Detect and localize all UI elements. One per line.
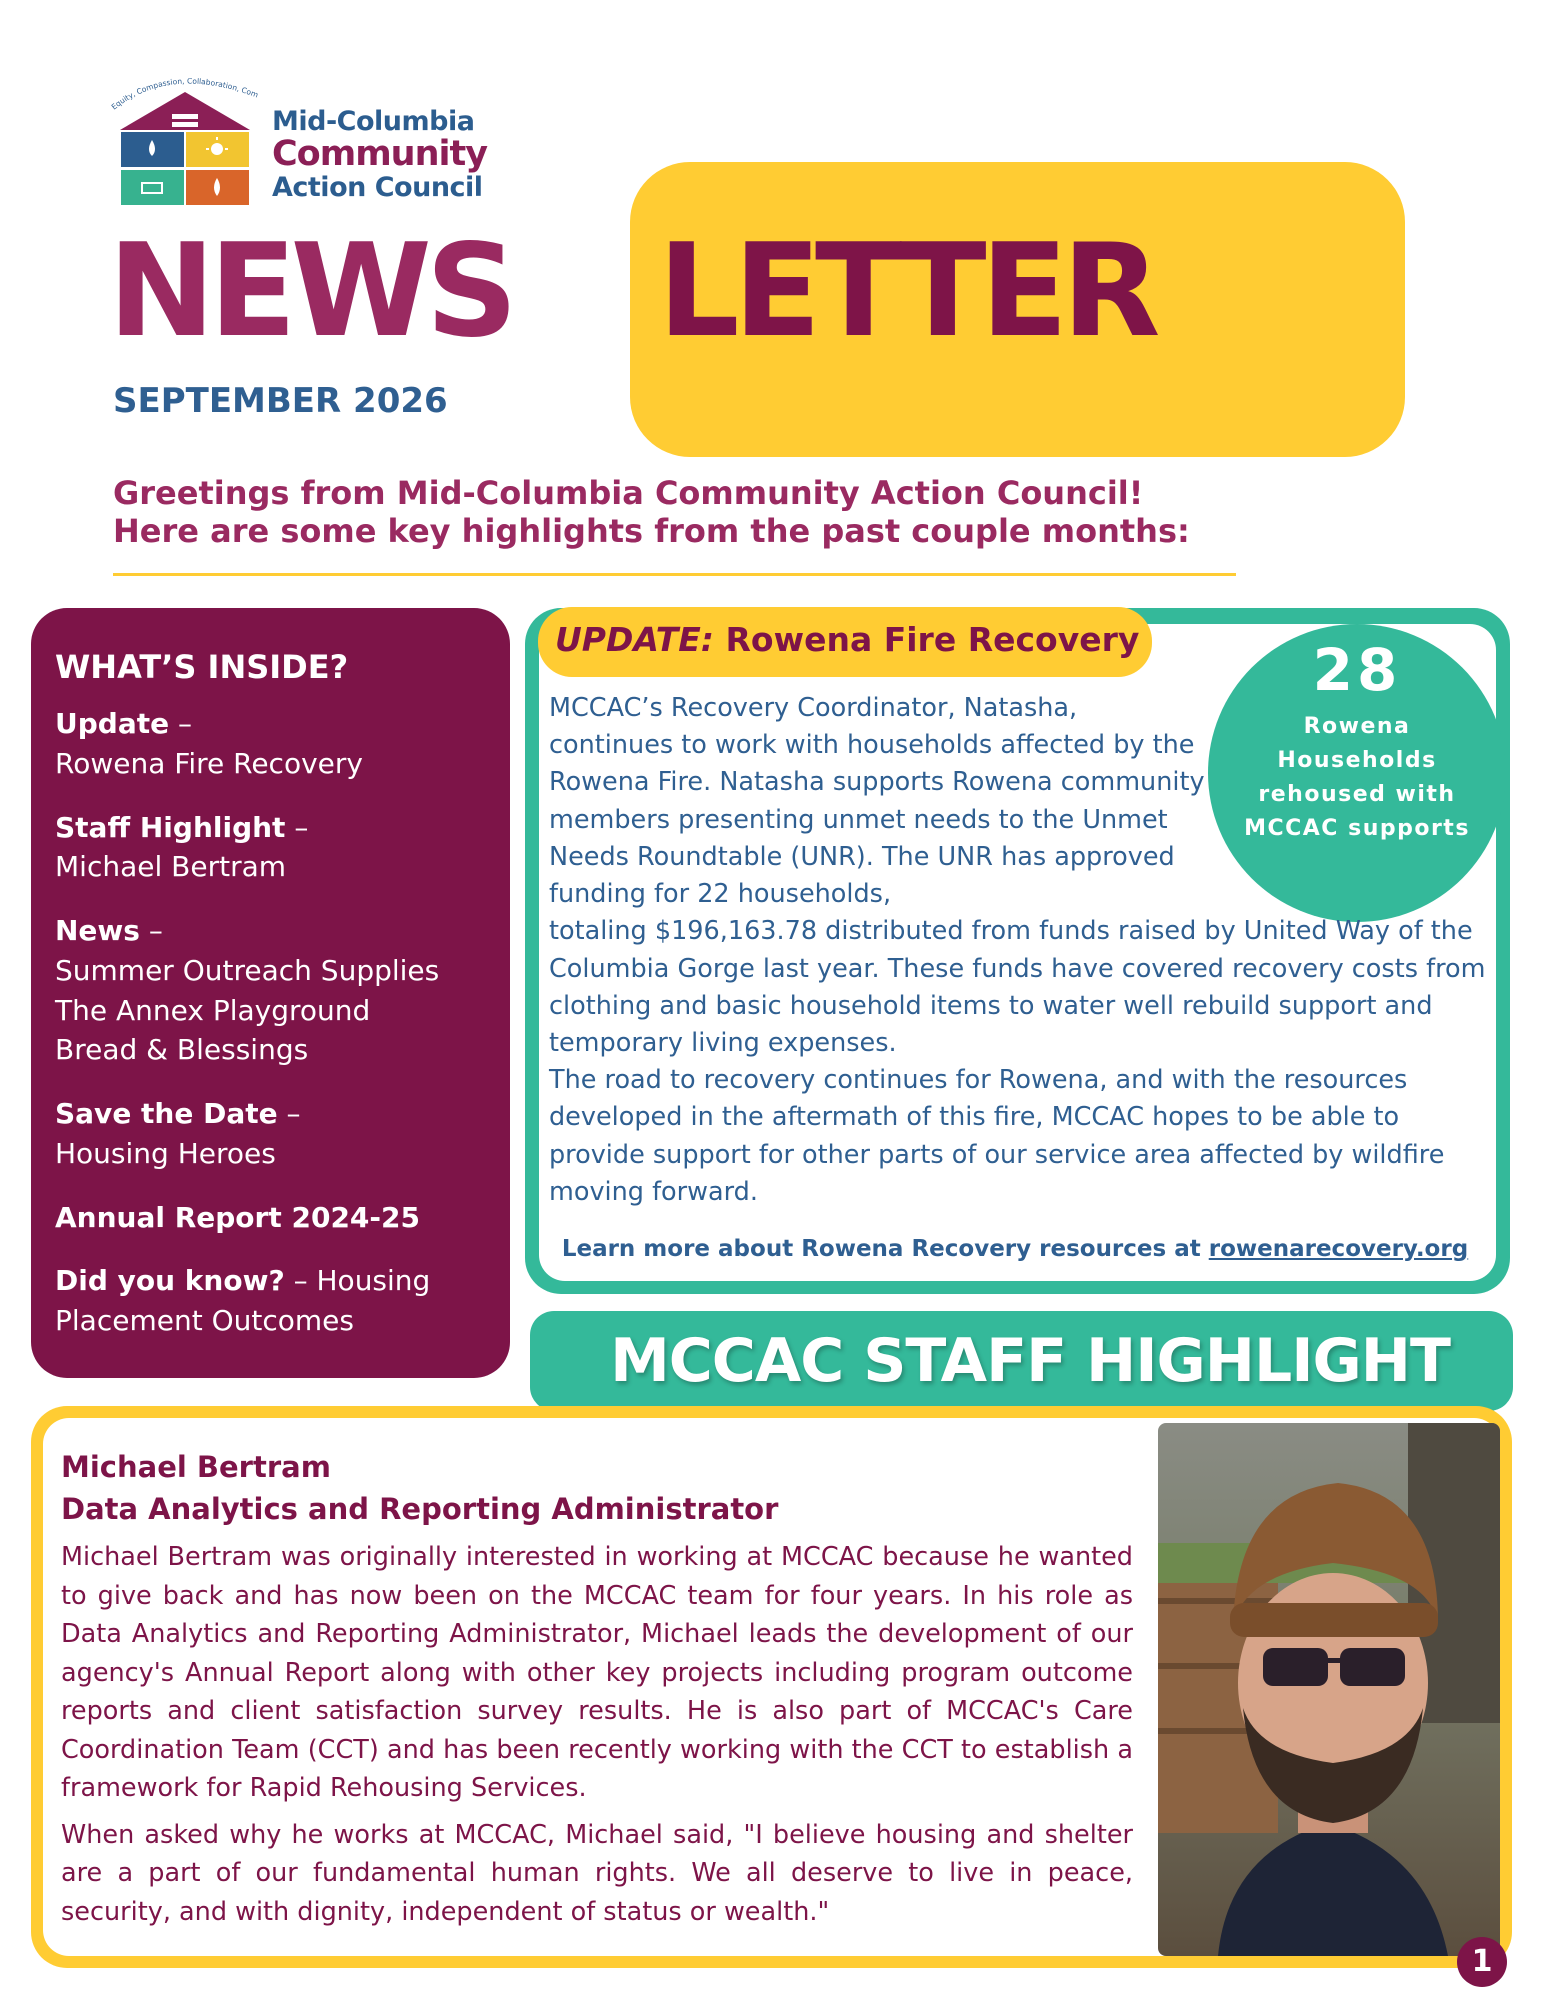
toc-item-subtitle: Bread & Blessings xyxy=(55,1033,309,1067)
staff-role: Data Analytics and Reporting Administrator xyxy=(61,1492,779,1527)
staff-portrait-image xyxy=(1158,1423,1500,1956)
staff-bio xyxy=(61,1538,1133,1939)
update-paragraph-1b: totaling $196,163.78 distributed from funds raised by United Way of the Columbia Gorge last year. These funds have covered recovery costs from clothing and basic household items to water well rebuild support and temporary living expenses. xyxy=(549,916,1486,1058)
masthead-news: NEWS xyxy=(108,217,512,366)
stat-description: Rowena Households rehoused with MCCAC supports xyxy=(1244,714,1470,842)
toc-list xyxy=(55,704,488,1341)
toc-item-heading: News xyxy=(55,914,140,947)
divider xyxy=(113,573,1236,576)
staff-bio-paragraph-2: When asked why he works at MCCAC, Michael said, "I believe housing and shelter are a part of our fundamental human rights. We all deserve to live in peace, security, and with dignity, independent of status or wealth." xyxy=(61,1819,1133,1927)
toc-item-subtitle: Michael Bertram xyxy=(55,850,287,884)
learn-more xyxy=(540,1236,1490,1262)
toc-item-heading: Save the Date xyxy=(55,1097,278,1130)
update-label: UPDATE: xyxy=(555,620,715,659)
toc-item-subtitle: The Annex Playground xyxy=(55,993,371,1027)
learn-more-text: Learn more about Rowena Recovery resources at xyxy=(561,1236,1209,1262)
logo-tagline: Equity, Compassion, Collaboration, Com xyxy=(109,76,260,112)
toc-item xyxy=(55,808,488,888)
stat-number: 28 xyxy=(1312,636,1402,704)
logo-wordmark xyxy=(272,108,487,201)
logo-line-2: Community xyxy=(272,134,488,174)
toc-item-dash: – Housing xyxy=(284,1264,431,1298)
toc-item-heading: Did you know? xyxy=(55,1264,285,1298)
toc-item-dash: – xyxy=(277,1097,301,1130)
greeting-line-1: Greetings from Mid-Columbia Community Action Council! xyxy=(113,474,1144,512)
table-of-contents xyxy=(31,608,510,1378)
update-paragraph-2: The road to recovery continues for Rowena, and with the resources developed in the aftermath of this fire, MCCAC hopes to be able to provide support for other parts of our service area affected by wildfire moving forward. xyxy=(549,1065,1445,1207)
staff-highlight-title: MCCAC STAFF HIGHLIGHT xyxy=(610,1326,1450,1396)
toc-item-heading: Update xyxy=(55,707,170,740)
rowena-recovery-link[interactable]: rowenarecovery.org xyxy=(1208,1236,1469,1262)
toc-item-heading: Annual Report 2024-25 xyxy=(55,1200,420,1234)
toc-item-subtitle: Housing Heroes xyxy=(55,1136,276,1170)
toc-item xyxy=(55,1261,488,1341)
update-heading: Rowena Fire Recovery xyxy=(714,620,1140,659)
toc-item-subtitle: Rowena Fire Recovery xyxy=(55,746,363,780)
toc-item-heading: Staff Highlight xyxy=(55,810,286,844)
update-body xyxy=(549,690,1489,1211)
greeting-line-2: Here are some key highlights from the past couple months: xyxy=(113,511,1190,550)
logo-line-3: Action Council xyxy=(272,172,483,203)
staff-photo xyxy=(1158,1423,1500,1956)
masthead-letter: LETTER xyxy=(658,217,1155,366)
toc-item xyxy=(55,1094,488,1174)
toc-title: WHAT’S INSIDE? xyxy=(55,648,349,686)
toc-item-dash: – xyxy=(139,914,163,947)
toc-item-subtitle: Placement Outcomes xyxy=(55,1304,354,1337)
toc-item xyxy=(55,1198,488,1238)
toc-item-dash: – xyxy=(285,810,309,844)
house-logo-icon xyxy=(100,70,290,220)
toc-item xyxy=(55,911,488,1070)
toc-item-subtitle: Summer Outreach Supplies xyxy=(55,953,440,987)
issue-date: SEPTEMBER 2026 xyxy=(113,381,448,421)
update-title xyxy=(555,620,1139,659)
page-number: 1 xyxy=(1457,1937,1507,1987)
staff-name: Michael Bertram xyxy=(61,1450,331,1484)
update-paragraph-1a: MCCAC’s Recovery Coordinator, Natasha, continues to work with households affected by the Rowena Fire. Natasha supports Rowena community members presenting unmet needs to the Unmet Needs Roundtable (UNR). The UNR has approved funding for 22 households, xyxy=(549,693,1205,910)
staff-heading xyxy=(61,1446,778,1530)
toc-item-dash: – xyxy=(169,707,192,740)
logo-line-1: Mid-Columbia xyxy=(272,106,475,137)
toc-item xyxy=(55,704,488,784)
staff-bio-paragraph-1: Michael Bertram was originally interested in working at MCCAC because he wanted to give back and has now been on the MCCAC team for four years. In his role as Data Analytics and Reporting Administrator, Michael leads the development of our agency's Annual Report along with other key projects including program outcome reports and client satisfaction survey results. He is also part of MCCAC's Care Coordination Team (CCT) and has been recently working with the CCT to establish a framework for Rapid Rehousing Services. xyxy=(61,1542,1133,1803)
greeting xyxy=(113,475,1263,551)
